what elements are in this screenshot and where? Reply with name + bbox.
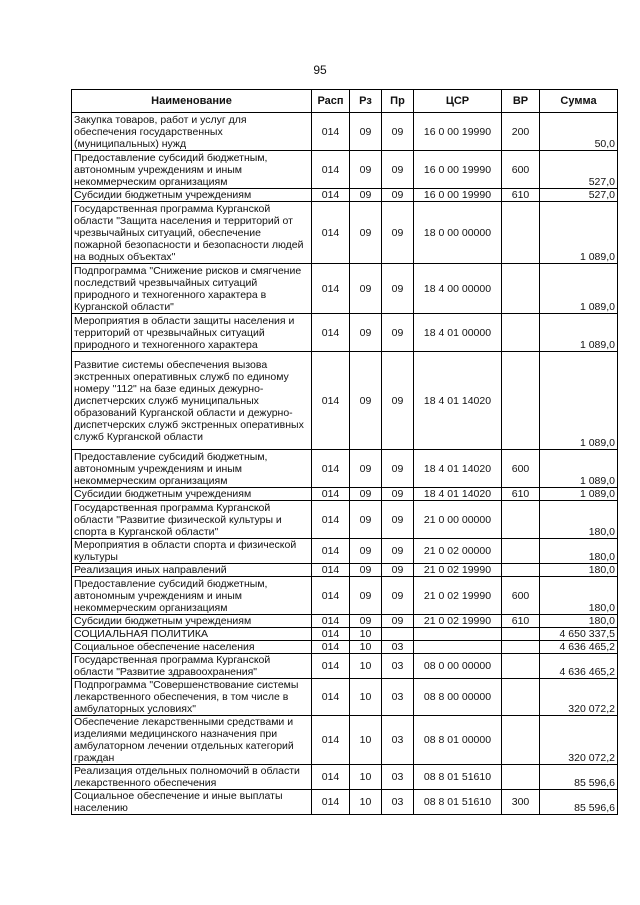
cell-rz: 09 bbox=[350, 577, 382, 615]
cell-rz: 10 bbox=[350, 716, 382, 765]
cell-vr bbox=[502, 314, 540, 352]
column-header: Сумма bbox=[540, 90, 618, 113]
cell-rz: 09 bbox=[350, 450, 382, 488]
cell-sum: 527,0 bbox=[540, 151, 618, 189]
table-row bbox=[72, 352, 618, 450]
cell-sum: 4 636 465,2 bbox=[540, 654, 618, 679]
cell-csr: 18 4 01 14020 bbox=[414, 450, 502, 488]
cell-rz: 10 bbox=[350, 765, 382, 790]
cell-vr bbox=[502, 539, 540, 564]
cell-rasp: 014 bbox=[312, 790, 350, 815]
cell-sum: 85 596,6 bbox=[540, 765, 618, 790]
cell-rasp: 014 bbox=[312, 716, 350, 765]
cell-csr: 16 0 00 19990 bbox=[414, 113, 502, 151]
table-row bbox=[72, 450, 618, 488]
cell-vr bbox=[502, 501, 540, 539]
cell-rasp: 014 bbox=[312, 615, 350, 628]
cell-pr: 09 bbox=[382, 539, 414, 564]
cell-csr: 21 0 02 00000 bbox=[414, 539, 502, 564]
cell-vr bbox=[502, 654, 540, 679]
table-row bbox=[72, 765, 618, 790]
cell-sum: 320 072,2 bbox=[540, 679, 618, 716]
cell-rasp: 014 bbox=[312, 628, 350, 641]
table-row bbox=[72, 615, 618, 628]
table-row bbox=[72, 501, 618, 539]
cell-sum: 180,0 bbox=[540, 539, 618, 564]
cell-pr: 03 bbox=[382, 641, 414, 654]
cell-csr: 21 0 02 19990 bbox=[414, 615, 502, 628]
cell-sum: 85 596,6 bbox=[540, 790, 618, 815]
cell-csr: 08 8 01 00000 bbox=[414, 716, 502, 765]
cell-name: СОЦИАЛЬНАЯ ПОЛИТИКА bbox=[72, 628, 312, 641]
cell-rasp: 014 bbox=[312, 654, 350, 679]
cell-rasp: 014 bbox=[312, 189, 350, 202]
cell-rasp: 014 bbox=[312, 488, 350, 501]
cell-sum: 1 089,0 bbox=[540, 314, 618, 352]
cell-vr: 600 bbox=[502, 577, 540, 615]
cell-name: Государственная программа Курганской области "Развитие физической культуры и спорта в Курганской области" bbox=[72, 501, 312, 539]
cell-sum: 4 636 465,2 bbox=[540, 641, 618, 654]
cell-csr bbox=[414, 641, 502, 654]
cell-rasp: 014 bbox=[312, 202, 350, 264]
cell-csr: 08 8 01 51610 bbox=[414, 790, 502, 815]
table-row bbox=[72, 113, 618, 151]
cell-vr bbox=[502, 264, 540, 314]
cell-name: Социальное обеспечение населения bbox=[72, 641, 312, 654]
cell-name: Субсидии бюджетным учреждениям bbox=[72, 189, 312, 202]
column-header: ЦСР bbox=[414, 90, 502, 113]
cell-csr: 18 4 01 14020 bbox=[414, 488, 502, 501]
cell-rz: 09 bbox=[350, 189, 382, 202]
table-row bbox=[72, 264, 618, 314]
cell-name: Субсидии бюджетным учреждениям bbox=[72, 488, 312, 501]
cell-name: Подпрограмма "Совершенствование системы лекарственного обеспечения, в том числе в амбулаторных условиях" bbox=[72, 679, 312, 716]
column-header: ВР bbox=[502, 90, 540, 113]
cell-vr bbox=[502, 641, 540, 654]
cell-csr bbox=[414, 628, 502, 641]
table-row bbox=[72, 314, 618, 352]
column-header: Расп bbox=[312, 90, 350, 113]
cell-vr: 610 bbox=[502, 488, 540, 501]
cell-pr: 09 bbox=[382, 189, 414, 202]
cell-vr bbox=[502, 352, 540, 450]
cell-vr: 200 bbox=[502, 113, 540, 151]
cell-rasp: 014 bbox=[312, 352, 350, 450]
table-row bbox=[72, 564, 618, 577]
cell-name: Государственная программа Курганской области "Развитие здравоохранения" bbox=[72, 654, 312, 679]
cell-csr: 08 0 00 00000 bbox=[414, 654, 502, 679]
cell-vr bbox=[502, 716, 540, 765]
cell-pr: 09 bbox=[382, 450, 414, 488]
cell-rasp: 014 bbox=[312, 501, 350, 539]
cell-name: Подпрограмма "Снижение рисков и смягчение последствий чрезвычайных ситуаций природного и техногенного характера в Курганской области" bbox=[72, 264, 312, 314]
cell-vr bbox=[502, 564, 540, 577]
table-row bbox=[72, 654, 618, 679]
table-row bbox=[72, 189, 618, 202]
table-row bbox=[72, 202, 618, 264]
table-row bbox=[72, 539, 618, 564]
cell-csr: 21 0 02 19990 bbox=[414, 577, 502, 615]
cell-csr: 21 0 02 19990 bbox=[414, 564, 502, 577]
cell-sum: 1 089,0 bbox=[540, 352, 618, 450]
cell-rz: 09 bbox=[350, 151, 382, 189]
cell-csr: 08 8 00 00000 bbox=[414, 679, 502, 716]
cell-sum: 1 089,0 bbox=[540, 450, 618, 488]
cell-pr: 09 bbox=[382, 564, 414, 577]
cell-vr: 610 bbox=[502, 189, 540, 202]
cell-pr: 03 bbox=[382, 765, 414, 790]
table-row bbox=[72, 679, 618, 716]
cell-rasp: 014 bbox=[312, 450, 350, 488]
cell-sum: 320 072,2 bbox=[540, 716, 618, 765]
cell-rasp: 014 bbox=[312, 113, 350, 151]
cell-sum: 180,0 bbox=[540, 501, 618, 539]
cell-pr: 09 bbox=[382, 264, 414, 314]
cell-rasp: 014 bbox=[312, 564, 350, 577]
column-header: Рз bbox=[350, 90, 382, 113]
cell-name: Реализация иных направлений bbox=[72, 564, 312, 577]
cell-rasp: 014 bbox=[312, 679, 350, 716]
cell-name: Реализация отдельных полномочий в области лекарственного обеспечения bbox=[72, 765, 312, 790]
cell-name: Субсидии бюджетным учреждениям bbox=[72, 615, 312, 628]
cell-rz: 09 bbox=[350, 264, 382, 314]
cell-pr: 03 bbox=[382, 716, 414, 765]
cell-rasp: 014 bbox=[312, 765, 350, 790]
cell-pr: 09 bbox=[382, 314, 414, 352]
cell-name: Предоставление субсидий бюджетным, автономным учреждениям и иным некоммерческим организациям bbox=[72, 151, 312, 189]
cell-sum: 1 089,0 bbox=[540, 488, 618, 501]
cell-pr: 03 bbox=[382, 679, 414, 716]
cell-rz: 09 bbox=[350, 501, 382, 539]
cell-name: Мероприятия в области защиты населения и территорий от чрезвычайных ситуаций природного и техногенного характера bbox=[72, 314, 312, 352]
cell-rasp: 014 bbox=[312, 577, 350, 615]
cell-rz: 10 bbox=[350, 654, 382, 679]
cell-sum: 180,0 bbox=[540, 615, 618, 628]
cell-pr: 09 bbox=[382, 501, 414, 539]
cell-rz: 09 bbox=[350, 202, 382, 264]
cell-csr: 21 0 00 00000 bbox=[414, 501, 502, 539]
cell-sum: 50,0 bbox=[540, 113, 618, 151]
cell-csr: 18 4 01 14020 bbox=[414, 352, 502, 450]
cell-vr: 600 bbox=[502, 151, 540, 189]
column-header: Наименование bbox=[72, 90, 312, 113]
cell-csr: 16 0 00 19990 bbox=[414, 151, 502, 189]
cell-sum: 527,0 bbox=[540, 189, 618, 202]
cell-pr: 09 bbox=[382, 113, 414, 151]
cell-sum: 1 089,0 bbox=[540, 264, 618, 314]
cell-rz: 10 bbox=[350, 679, 382, 716]
cell-sum: 180,0 bbox=[540, 577, 618, 615]
table-row bbox=[72, 790, 618, 815]
table-row bbox=[72, 151, 618, 189]
cell-pr: 09 bbox=[382, 577, 414, 615]
cell-rz: 09 bbox=[350, 564, 382, 577]
budget-table bbox=[71, 89, 618, 815]
cell-pr: 09 bbox=[382, 352, 414, 450]
cell-sum: 180,0 bbox=[540, 564, 618, 577]
cell-csr: 18 4 01 00000 bbox=[414, 314, 502, 352]
cell-pr: 09 bbox=[382, 488, 414, 501]
cell-rz: 09 bbox=[350, 113, 382, 151]
cell-rasp: 014 bbox=[312, 314, 350, 352]
table-row bbox=[72, 577, 618, 615]
cell-pr: 09 bbox=[382, 615, 414, 628]
cell-csr: 08 8 01 51610 bbox=[414, 765, 502, 790]
cell-rz: 09 bbox=[350, 488, 382, 501]
page-number: 95 bbox=[313, 63, 327, 77]
cell-pr: 09 bbox=[382, 151, 414, 189]
cell-vr: 300 bbox=[502, 790, 540, 815]
column-header: Пр bbox=[382, 90, 414, 113]
cell-vr bbox=[502, 765, 540, 790]
cell-rz: 09 bbox=[350, 314, 382, 352]
cell-rz: 10 bbox=[350, 641, 382, 654]
cell-sum: 4 650 337,5 bbox=[540, 628, 618, 641]
cell-rasp: 014 bbox=[312, 539, 350, 564]
cell-name: Развитие системы обеспечения вызова экстренных оперативных служб по единому номеру "112" на базе единых дежурно-диспетчерских служб муниципальных образований Курганской области и дежурно-диспетчерских служб экстренных оперативных служб Курганской области bbox=[72, 352, 312, 450]
cell-vr bbox=[502, 202, 540, 264]
cell-name: Мероприятия в области спорта и физической культуры bbox=[72, 539, 312, 564]
cell-rasp: 014 bbox=[312, 151, 350, 189]
cell-pr: 09 bbox=[382, 202, 414, 264]
cell-vr: 600 bbox=[502, 450, 540, 488]
cell-name: Закупка товаров, работ и услуг для обеспечения государственных (муниципальных) нужд bbox=[72, 113, 312, 151]
table-row bbox=[72, 716, 618, 765]
cell-rz: 09 bbox=[350, 352, 382, 450]
cell-csr: 18 0 00 00000 bbox=[414, 202, 502, 264]
cell-pr: 03 bbox=[382, 790, 414, 815]
cell-rz: 10 bbox=[350, 628, 382, 641]
table-header-row bbox=[72, 90, 618, 113]
cell-vr bbox=[502, 628, 540, 641]
cell-name: Предоставление субсидий бюджетным, автономным учреждениям и иным некоммерческим организациям bbox=[72, 577, 312, 615]
cell-name: Социальное обеспечение и иные выплаты населению bbox=[72, 790, 312, 815]
table-row bbox=[72, 628, 618, 641]
cell-rz: 09 bbox=[350, 615, 382, 628]
cell-rasp: 014 bbox=[312, 641, 350, 654]
cell-csr: 16 0 00 19990 bbox=[414, 189, 502, 202]
cell-name: Обеспечение лекарственными средствами и изделиями медицинского назначения при амбулаторном лечении отдельных категорий граждан bbox=[72, 716, 312, 765]
cell-rasp: 014 bbox=[312, 264, 350, 314]
cell-pr bbox=[382, 628, 414, 641]
cell-csr: 18 4 00 00000 bbox=[414, 264, 502, 314]
cell-sum: 1 089,0 bbox=[540, 202, 618, 264]
cell-pr: 03 bbox=[382, 654, 414, 679]
cell-rz: 09 bbox=[350, 539, 382, 564]
cell-rz: 10 bbox=[350, 790, 382, 815]
cell-vr: 610 bbox=[502, 615, 540, 628]
table-row bbox=[72, 488, 618, 501]
cell-vr bbox=[502, 679, 540, 716]
cell-name: Предоставление субсидий бюджетным, автономным учреждениям и иным некоммерческим организациям bbox=[72, 450, 312, 488]
cell-name: Государственная программа Курганской области "Защита населения и территорий от чрезвычайных ситуаций, обеспечение пожарной безопасности и безопасности людей на водных объектах" bbox=[72, 202, 312, 264]
table-row bbox=[72, 641, 618, 654]
